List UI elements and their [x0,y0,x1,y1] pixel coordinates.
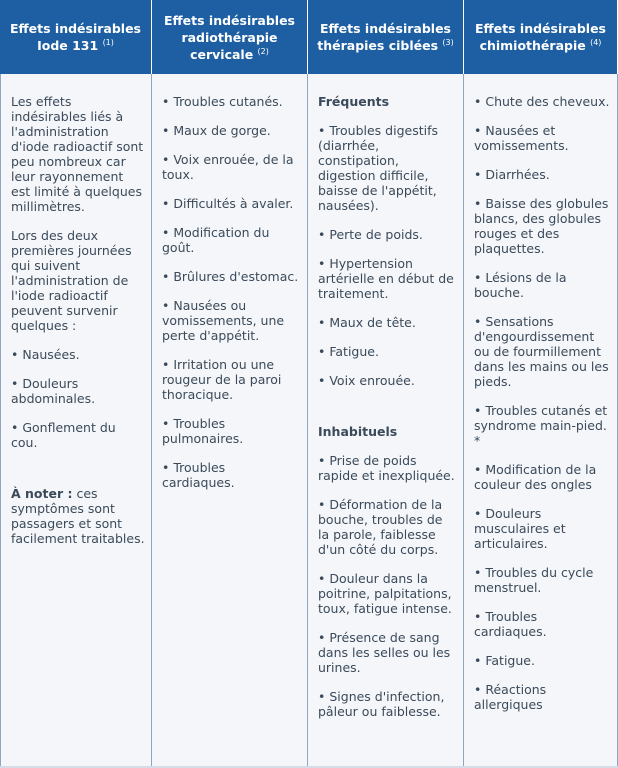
list-item: • Troubles cutanés. [162,94,283,109]
column-chimiotherapie [464,74,618,768]
list-item: • Déformation de la bouche, troubles de la parole, faiblesse d'un côté du corps. [318,497,443,557]
list-item: • Troubles cardiaques. [162,460,235,490]
list-item: • Fatigue. [318,344,379,359]
list-item: • Chute des cheveux. [474,94,610,109]
list-item: • Prise de poids rapide et inexpliquée. [318,453,455,483]
list-item: • Modification de la couleur des ongles [474,462,597,492]
list-item: • Gonflement du cou. [11,420,116,450]
header-iode-131: Effets indésirables Iode 131 $^{(1)}$ [0,0,152,74]
list-item: • Troubles pulmonaires. [162,416,244,446]
section-title-inhabituels: Inhabituels [318,424,398,439]
list-item: • Douleurs musculaires et articulaires. [474,506,566,551]
list-item: • Modification du goût. [162,225,270,255]
list-item: • Brûlures d'estomac. [162,269,299,284]
column-therapies-ciblees [308,74,464,768]
list-item: • Présence de sang dans les selles ou les urines. [318,630,451,675]
note [11,486,145,546]
list-item: • Nausées ou vomissements, une perte d'appétit. [162,298,285,343]
header-chimiotherapie: Effets indésirables chimiothérapie $^{(4)}$ [464,0,618,74]
list-item: • Signes d'infection, pâleur ou faiblesse. [318,689,445,719]
list-item: • Troubles digestifs (diarrhée, constipation, digestion difficile, baisse de l'appétit, nausées). [318,123,438,213]
list-item: • Lésions de la bouche. [474,270,567,300]
list-item: • Diarrhées. [474,167,550,182]
list-item: • Sensations d'engourdissement ou de fourmillement dans les mains ou les pieds. [474,314,609,389]
scroll-fade [464,720,617,768]
list-item: • Troubles du cycle menstruel. [474,565,594,595]
list-item: • Fatigue. [474,653,535,668]
list-item: • Baisse des globules blancs, des globules rouges et des plaquettes. [474,196,609,256]
list-item: • Perte de poids. [318,227,423,242]
column-radiotherapie [152,74,308,768]
intro-text: Les effets indésirables liés à l'administration d'iode radioactif sont peu nombreux car leur rayonnement est limité à quelques millimètres. [11,94,144,214]
list-item: • Nausées. [11,347,80,362]
list-item: • Voix enrouée. [318,373,415,388]
list-item: • Douleur dans la poitrine, palpitations, toux, fatigue intense. [318,571,452,616]
list-item: • Douleurs abdominales. [11,376,96,406]
list-item: • Maux de tête. [318,315,416,330]
list-item: • Nausées et vomissements. [474,123,569,153]
list-item: • Difficultés à avaler. [162,196,294,211]
list-item: • Irritation ou une rougeur de la paroi thoracique. [162,357,282,402]
note-text: ces symptômes sont passagers et sont facilement traitables. [11,486,145,546]
column-iode-131 [0,74,152,768]
section-title-frequents: Fréquents [318,94,390,109]
header-radiotherapie: Effets indésirables radiothérapie cervicale $^{(2)}$ [152,0,308,74]
list-item: • Voix enrouée, de la toux. [162,152,294,182]
list-item: • Réactions allergiques [474,682,547,712]
list-item: • Troubles cardiaques. [474,609,547,639]
list-item: • Maux de gorge. [162,123,271,138]
header-therapies-ciblees: Effets indésirables thérapies ciblées $^{(3)}$ [308,0,464,74]
intro-text-2: Lors des deux premières journées qui suivent l'administration de l'iode radioactif peuvent survenir quelques : [11,228,132,333]
list-item: • Hypertension artérielle en début de traitement. [318,256,454,301]
list-item: • Troubles cutanés et syndrome main-pied. * [474,403,608,448]
note-label: À noter : [11,486,73,501]
